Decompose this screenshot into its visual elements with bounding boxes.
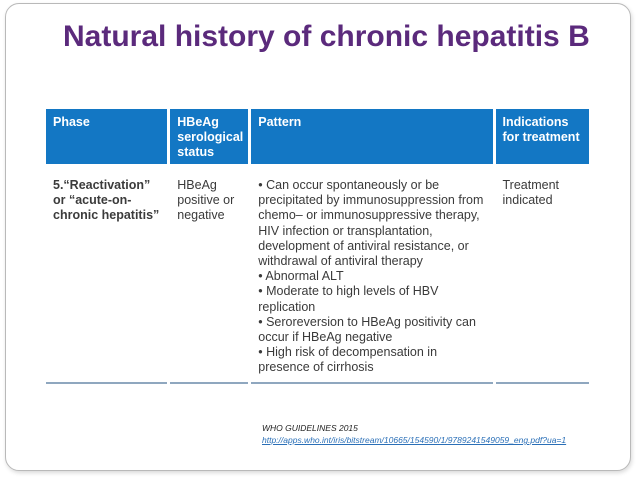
source-link[interactable]: http://apps.who.int/iris/bitstream/10665/154590/1/9789241549059_eng.pdf?ua=1 [262, 435, 567, 445]
hepatitis-phase-table [46, 109, 595, 384]
cell-phase: 5.“Reactivation” or “acute-on-chronic hepatitis” [46, 164, 167, 384]
pattern-item: • Abnormal ALT [258, 269, 344, 284]
cell-status: HBeAg positive or negative [170, 164, 248, 384]
slide-title: Natural history of chronic hepatitis B [63, 20, 590, 53]
header-indications: Indications for treatment [496, 109, 589, 164]
pattern-item: • Can occur spontaneously or be precipitated by immunosuppression from chemo– or immunosuppressive therapy, HIV infection or transplantation, development of antiviral resistance, or withdrawal of antiviral therapy [258, 178, 484, 269]
source-label: WHO GUIDELINES 2015 [262, 423, 358, 433]
pattern-item: • Seroreversion to HBeAg positivity can occur if HBeAg negative [258, 314, 476, 345]
table [43, 109, 592, 384]
header-hbeag-status: HBeAg serological status [170, 109, 248, 164]
header-phase: Phase [46, 109, 167, 164]
cell-pattern [251, 164, 492, 384]
pattern-item: • High risk of decompensation in presence of cirrhosis [258, 345, 438, 375]
source-citation [262, 422, 566, 446]
pattern-item: • Moderate to high levels of HBV replication [258, 284, 439, 314]
cell-treatment: Treatment indicated [496, 164, 589, 384]
table-row [46, 164, 589, 384]
table-header-row [46, 109, 589, 164]
header-pattern: Pattern [251, 109, 492, 164]
